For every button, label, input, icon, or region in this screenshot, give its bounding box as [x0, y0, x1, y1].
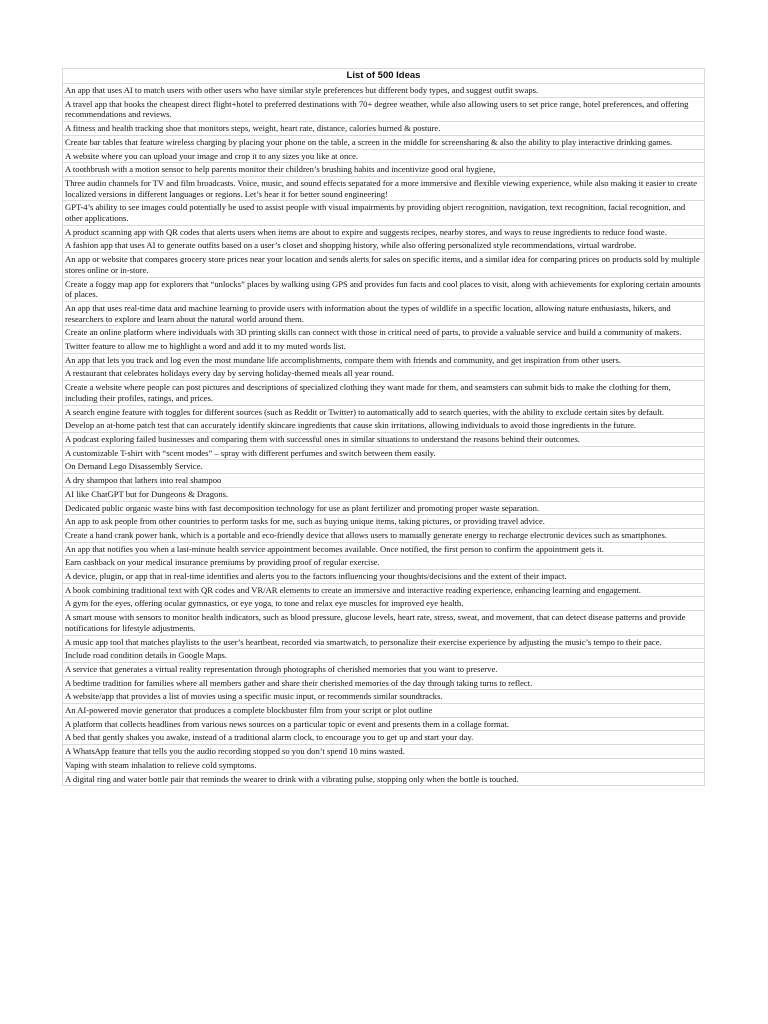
idea-cell: A fitness and health tracking shoe that monitors steps, weight, heart rate, distance, calories burned & posture.	[63, 122, 705, 136]
idea-cell: A fashion app that uses AI to generate outfits based on a user’s closet and shopping history, while also offering personalized style recommendations, virtual wardrobe.	[63, 239, 705, 253]
idea-cell: An app that uses real-time data and machine learning to provide users with information about the types of wildlife in a specific location, allowing nature enthusiasts, hikers, and researchers to explore and learn about the natural world around them.	[63, 301, 705, 325]
idea-cell: Vaping with steam inhalation to relieve cold symptoms.	[63, 758, 705, 772]
table-row	[63, 556, 705, 570]
idea-cell: AI like ChatGPT but for Dungeons & Dragons.	[63, 487, 705, 501]
table-row	[63, 135, 705, 149]
table-row	[63, 501, 705, 515]
ideas-table	[62, 68, 705, 786]
table-row	[63, 122, 705, 136]
idea-cell: GPT-4’s ability to see images could potentially be used to assist people with visual impairments by providing object recognition, navigation, text recognition, facial recognition, and other applications.	[63, 201, 705, 225]
table-row	[63, 528, 705, 542]
idea-cell: Three audio channels for TV and film broadcasts. Voice, music, and sound effects separated for a more immersive and flexible viewing experience, while also making it easier to create localized versions in different languages or regions. Let’s hear it for better sound engineering!	[63, 176, 705, 200]
table-row	[63, 381, 705, 405]
idea-cell: An app that lets you track and log even the most mundane life accomplishments, compare them with friends and community, and get inspiration from other users.	[63, 353, 705, 367]
idea-cell: An app that notifies you when a last-minute health service appointment becomes available. Once notified, the first person to confirm the appointment gets it.	[63, 542, 705, 556]
idea-cell: Create a hand crank power bank, which is a portable and eco-friendly device that allows users to manually generate energy to recharge electronic devices such as smartphones.	[63, 528, 705, 542]
idea-cell: A podcast exploring failed businesses and comparing them with successful ones in similar situations to understand the reasons behind their outcomes.	[63, 432, 705, 446]
table-row	[63, 690, 705, 704]
idea-cell: Include road condition details in Google Maps.	[63, 649, 705, 663]
table-row	[63, 474, 705, 488]
table-row	[63, 432, 705, 446]
idea-cell: A device, plugin, or app that in real-time identifies and alerts you to the factors influencing your thoughts/decisions and the extent of their impact.	[63, 570, 705, 584]
table-row	[63, 446, 705, 460]
idea-cell: An AI-powered movie generator that produces a complete blockbuster film from your script or plot outline	[63, 704, 705, 718]
table-row	[63, 176, 705, 200]
idea-cell: An app that uses AI to match users with other users who have similar style preferences but different body types, and suggest outfit swaps.	[63, 84, 705, 98]
idea-cell: Dedicated public organic waste bins with fast decomposition technology for use as plant fertilizer and promoting proper waste separation.	[63, 501, 705, 515]
table-row	[63, 570, 705, 584]
idea-cell: A book combining traditional text with QR codes and VR/AR elements to create an immersive and interactive reading experience, enhancing learning and engagement.	[63, 583, 705, 597]
table-row	[63, 758, 705, 772]
table-row	[63, 353, 705, 367]
idea-cell: Earn cashback on your medical insurance premiums by providing proof of regular exercise.	[63, 556, 705, 570]
table-header-row	[63, 69, 705, 84]
idea-cell: A product scanning app with QR codes that alerts users when items are about to expire and suggests recipes, nearby stores, and ways to reuse ingredients to reduce food waste.	[63, 225, 705, 239]
table-row	[63, 301, 705, 325]
table-row	[63, 487, 705, 501]
idea-cell: Develop an at-home patch test that can accurately identify skincare ingredients that cause skin irritations, allowing individuals to avoid those ingredients in the future.	[63, 419, 705, 433]
table-row	[63, 367, 705, 381]
idea-cell: A customizable T-shirt with “scent modes” – spray with different perfumes and switch between them easily.	[63, 446, 705, 460]
idea-cell: Create bar tables that feature wireless charging by placing your phone on the table, a screen in the middle for screensharing & also the ability to play interactive drinking games.	[63, 135, 705, 149]
table-row	[63, 745, 705, 759]
table-row	[63, 772, 705, 786]
idea-cell: A restaurant that celebrates holidays every day by serving holiday-themed meals all year round.	[63, 367, 705, 381]
table-row	[63, 704, 705, 718]
table-row	[63, 419, 705, 433]
table-row	[63, 253, 705, 277]
idea-cell: A service that generates a virtual reality representation through photographs of cherished memories that you want to preserve.	[63, 662, 705, 676]
table-row	[63, 583, 705, 597]
idea-cell: A dry shampoo that lathers into real shampoo	[63, 474, 705, 488]
idea-cell: Create a foggy map app for explorers that “unlocks” places by walking using GPS and provides fun facts and cool places to visit, along with achievements for exploring certain amounts of places.	[63, 277, 705, 301]
table-row	[63, 635, 705, 649]
idea-cell: An app to ask people from other countries to perform tasks for me, such as buying unique items, taking pictures, or providing travel advice.	[63, 515, 705, 529]
idea-cell: A website where you can upload your image and crop it to any sizes you like at once.	[63, 149, 705, 163]
table-row	[63, 611, 705, 635]
table-row	[63, 163, 705, 177]
idea-cell: An app or website that compares grocery store prices near your location and sends alerts for sales on specific items, and a similar idea for comparing prices on products sold by multiple stores online or in-store.	[63, 253, 705, 277]
idea-cell: A digital ring and water bottle pair that reminds the wearer to drink with a vibrating pulse, stopping only when the bottle is touched.	[63, 772, 705, 786]
idea-cell: A music app tool that matches playlists to the user’s heartbeat, recorded via smartwatch, to personalize their exercise experience by adjusting the music’s tempo to their pace.	[63, 635, 705, 649]
table-row	[63, 277, 705, 301]
table-row	[63, 149, 705, 163]
idea-cell: A search engine feature with toggles for different sources (such as Reddit or Twitter) to automatically add to search queries, with the ability to exclude certain sites by default.	[63, 405, 705, 419]
idea-cell: Create a website where people can post pictures and descriptions of specialized clothing they want made for them, and seamsters can submit bids to make the clothing for them, including their profiles, ratings, and prices.	[63, 381, 705, 405]
idea-cell: A platform that collects headlines from various news sources on a particular topic or event and presents them in a collage format.	[63, 717, 705, 731]
idea-cell: A bedtime tradition for families where all members gather and share their cherished memories of the day through taking turns to reflect.	[63, 676, 705, 690]
table-row	[63, 542, 705, 556]
ideas-table-body	[63, 69, 705, 786]
table-row	[63, 662, 705, 676]
idea-cell: A bed that gently shakes you awake, instead of a traditional alarm clock, to encourage you to get up and start your day.	[63, 731, 705, 745]
idea-cell: A toothbrush with a motion sensor to help parents monitor their children’s brushing habits and incentivize good oral hygiene,	[63, 163, 705, 177]
idea-cell: A website/app that provides a list of movies using a specific music input, or recommends similar soundtracks.	[63, 690, 705, 704]
table-row	[63, 340, 705, 354]
table-row	[63, 731, 705, 745]
table-row	[63, 84, 705, 98]
idea-cell: On Demand Lego Disassembly Service.	[63, 460, 705, 474]
table-row	[63, 326, 705, 340]
table-row	[63, 460, 705, 474]
table-row	[63, 239, 705, 253]
table-row	[63, 97, 705, 121]
table-row	[63, 201, 705, 225]
idea-cell: A travel app that books the cheapest direct flight+hotel to preferred destinations with 70+ degree weather, while also allowing users to set price range, hotel preferences, and offering recommendations and reviews.	[63, 97, 705, 121]
idea-cell: A smart mouse with sensors to monitor health indicators, such as blood pressure, glucose levels, heart rate, stress, sweat, and movement, that can detect disease patterns and provide notifications for lifestyle adjustments.	[63, 611, 705, 635]
idea-cell: A WhatsApp feature that tells you the audio recording stopped so you don’t spend 10 mins wasted.	[63, 745, 705, 759]
idea-cell: A gym for the eyes, offering ocular gymnastics, or eye yoga, to tone and relax eye muscles for improved eye health.	[63, 597, 705, 611]
table-row	[63, 676, 705, 690]
table-row	[63, 515, 705, 529]
idea-cell: Create an online platform where individuals with 3D printing skills can connect with those in critical need of parts, to provide a valuable service and build a community of makers.	[63, 326, 705, 340]
table-title: List of 500 Ideas	[63, 69, 705, 84]
table-row	[63, 717, 705, 731]
table-row	[63, 405, 705, 419]
table-row	[63, 649, 705, 663]
table-row	[63, 225, 705, 239]
table-row	[63, 597, 705, 611]
idea-cell: Twitter feature to allow me to highlight a word and add it to my muted words list.	[63, 340, 705, 354]
